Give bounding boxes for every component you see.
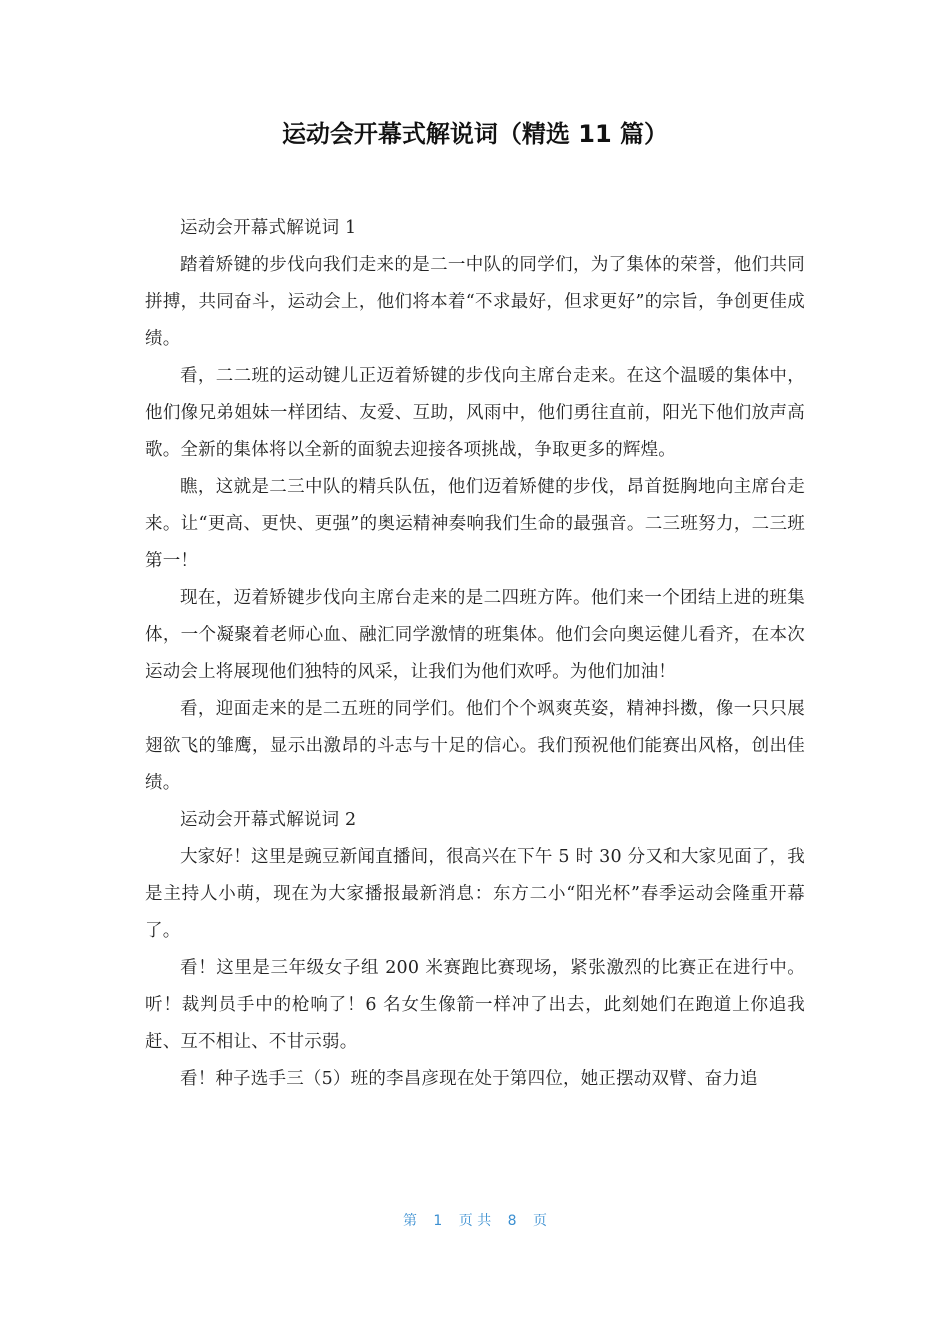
paragraph: 看！种子选手三（5）班的李昌彦现在处于第四位，她正摆动双臂、奋力追 bbox=[180, 1069, 758, 1089]
paragraph: 看，二二班的运动键儿正迈着矫键的步伐向主席台走来。在这个温暖的集体中，他们像兄弟姐妹一样团结、友爱、互助，风雨中，他们勇往直前，阳光下他们放声高歌。全新的集体将以全新的面貌去迎接各项挑战，争取更多的辉煌。 bbox=[145, 366, 805, 460]
paragraph: 大家好！这里是豌豆新闻直播间，很高兴在下午 5 时 30 分又和大家见面了，我是主持人小萌，现在为大家播报最新消息：东方二小“阳光杯”春季运动会隆重开幕了。 bbox=[145, 847, 805, 941]
paragraph: 看！这里是三年级女子组 200 米赛跑比赛现场，紧张激烈的比赛正在进行中。听！裁判员手中的枪响了！6 名女生像箭一样冲了出去，此刻她们在跑道上你追我赶、互不相让、不甘示弱。 bbox=[145, 958, 805, 1052]
paragraph: 踏着矫键的步伐向我们走来的是二一中队的同学们，为了集体的荣誉，他们共同拼搏，共同奋斗，运动会上，他们将本着“不求最好，但求更好”的宗旨，争创更佳成绩。 bbox=[145, 255, 805, 349]
document-body bbox=[145, 210, 805, 1098]
paragraph: 瞧，这就是二三中队的精兵队伍，他们迈着矫健的步伐，昂首挺胸地向主席台走来。让“更高、更快、更强”的奥运精神奏响我们生命的最强音。二三班努力，二三班第一！ bbox=[145, 477, 805, 571]
document-title: 运动会开幕式解说词（精选 11 篇） bbox=[281, 120, 669, 148]
current-page-number: 1 bbox=[433, 1213, 443, 1229]
section-heading: 运动会开幕式解说词 1 bbox=[180, 218, 357, 238]
page-footer bbox=[0, 1210, 950, 1230]
page-label-suffix: 页 bbox=[533, 1213, 548, 1229]
total-pages-number: 8 bbox=[507, 1213, 517, 1229]
section-heading: 运动会开幕式解说词 2 bbox=[180, 810, 357, 830]
page-label-prefix: 第 bbox=[402, 1213, 417, 1229]
paragraph: 现在，迈着矫键步伐向主席台走来的是二四班方阵。他们来一个团结上进的班集体，一个凝聚着老师心血、融汇同学激情的班集体。他们会向奥运健儿看齐，在本次运动会上将展现他们独特的风采，让我们为他们欢呼。为他们加油！ bbox=[145, 588, 805, 682]
paragraph: 看，迎面走来的是二五班的同学们。他们个个飒爽英姿，精神抖擞，像一只只展翅欲飞的雏鹰，显示出激昂的斗志与十足的信心。我们预祝他们能赛出风格，创出佳绩。 bbox=[145, 699, 805, 793]
page-label-middle: 页 共 bbox=[458, 1213, 492, 1229]
